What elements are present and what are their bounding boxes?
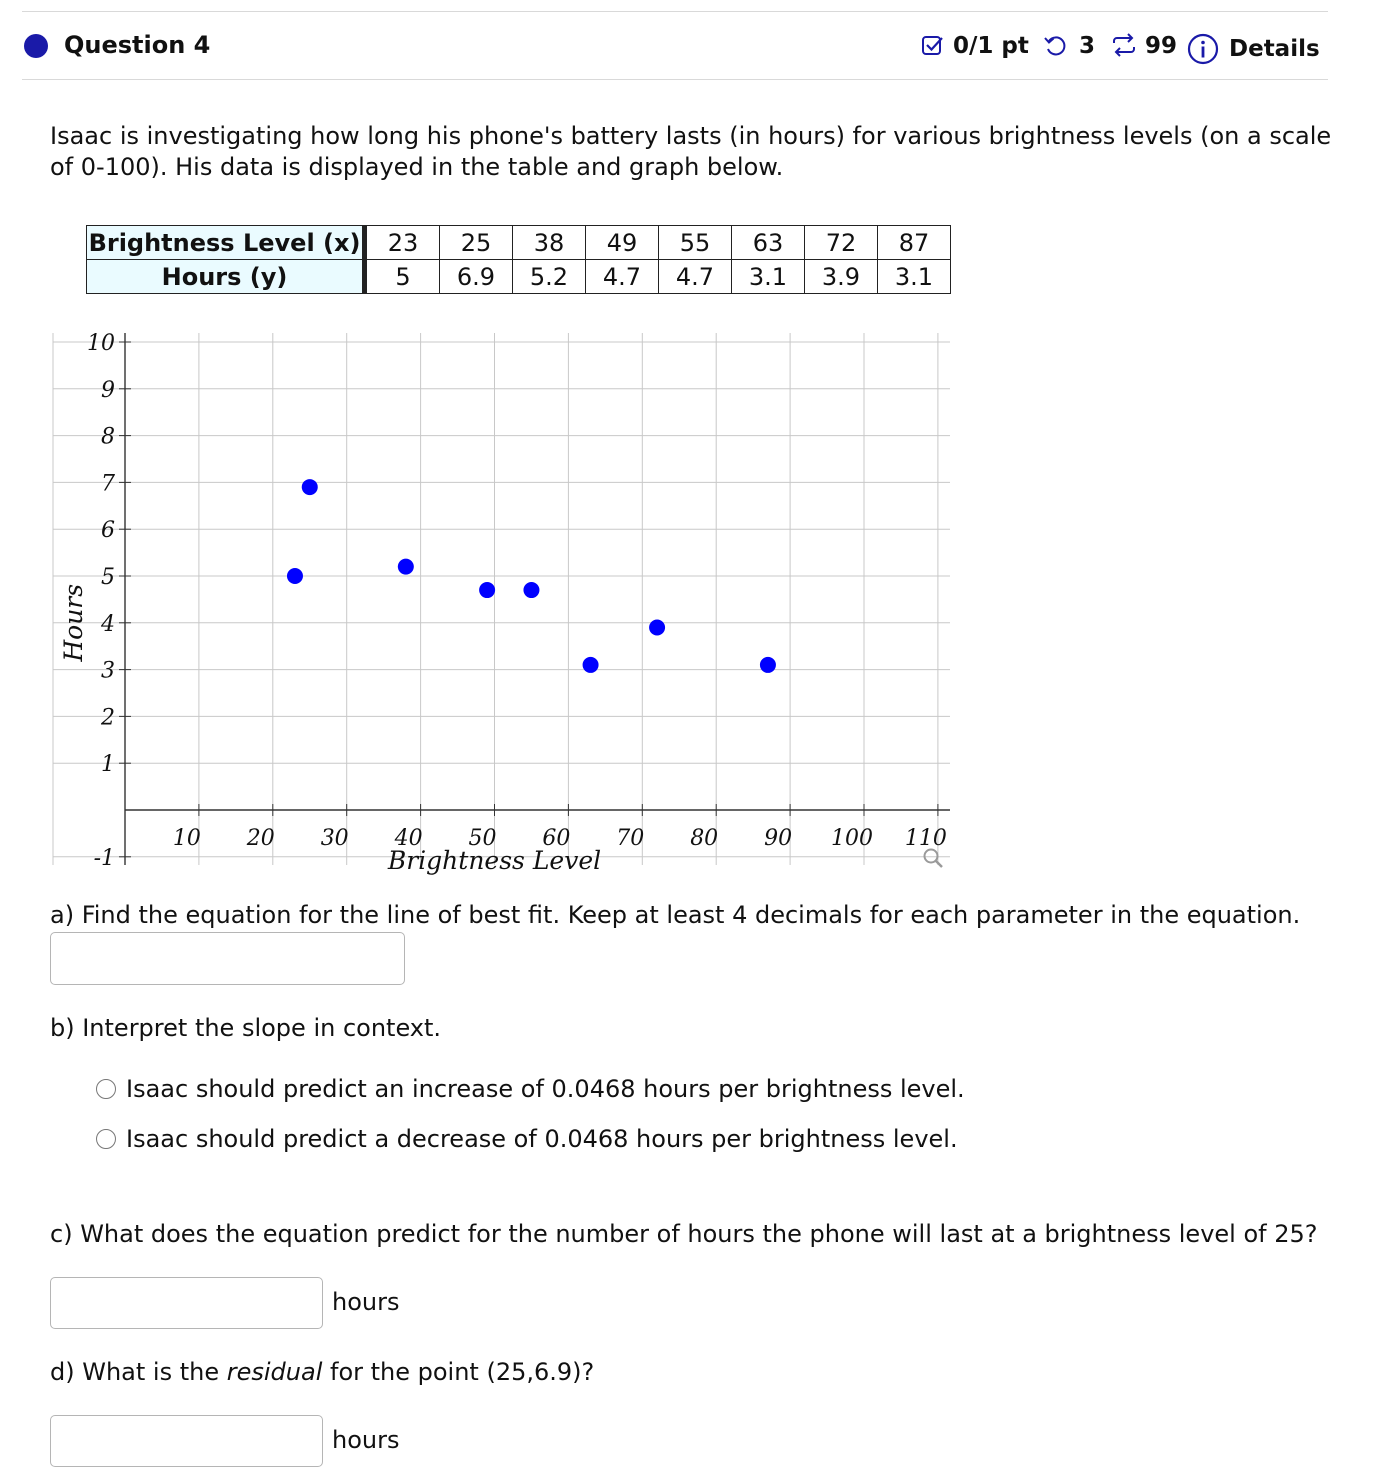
x-tick-label: 110: [904, 826, 947, 851]
part-d-prompt-end: for the point (25,6.9)?: [322, 1358, 595, 1386]
slope-option-decrease[interactable]: [96, 1125, 958, 1153]
table-row-x: [87, 226, 951, 260]
y-axis-title: Hours: [59, 583, 88, 662]
data-point: [760, 657, 776, 673]
table-cell: 23: [365, 226, 440, 260]
table-cell: 25: [440, 226, 513, 260]
option-label: Isaac should predict a decrease of 0.0468 hours per brightness level.: [126, 1125, 958, 1153]
table-header-y: Hours (y): [87, 260, 365, 294]
table-cell: 3.1: [878, 260, 951, 294]
y-tick-label: 7: [101, 471, 115, 497]
table-cell: 38: [513, 226, 586, 260]
header-divider: [22, 79, 1328, 80]
x-tick-label: 30: [320, 826, 349, 851]
x-tick-label: 80: [690, 826, 719, 851]
y-tick-label: 4: [101, 611, 115, 637]
graph-grid: [53, 333, 950, 865]
table-row-y: [87, 260, 951, 294]
question-status-dot: [24, 34, 48, 58]
y-tick-label: 5: [101, 565, 115, 590]
data-point: [287, 568, 303, 584]
table-cell: 55: [659, 226, 732, 260]
part-d-prompt-emphasis: residual: [226, 1358, 323, 1386]
equation-input[interactable]: [50, 932, 405, 985]
y-tick-label: 2: [101, 705, 115, 731]
graph-labels: [59, 331, 947, 875]
radio-button[interactable]: [96, 1079, 116, 1099]
table-cell: 5.2: [513, 260, 586, 294]
score-indicator: [921, 33, 1029, 59]
score-text: 0/1 pt: [953, 33, 1029, 59]
table-cell: 6.9: [440, 260, 513, 294]
data-point: [398, 559, 414, 575]
y-tick-label: 1: [101, 752, 115, 778]
prediction-unit: hours: [332, 1288, 400, 1316]
y-tick-label: 6: [101, 518, 115, 544]
residual-input[interactable]: [50, 1415, 323, 1467]
y-tick-label: 8: [101, 424, 115, 450]
repeat-icon: [1110, 33, 1138, 59]
checkbox-icon: [921, 34, 945, 58]
part-b-prompt: b) Interpret the slope in context.: [50, 1014, 442, 1042]
x-tick-label: 90: [764, 826, 793, 851]
prediction-input[interactable]: [50, 1277, 323, 1329]
x-axis-title: Brightness Level: [387, 846, 602, 875]
residual-unit: hours: [332, 1426, 400, 1454]
x-tick-label: 50: [468, 826, 497, 851]
details-button[interactable]: [1187, 33, 1320, 65]
table-cell: 4.7: [659, 260, 732, 294]
table-header-x: Brightness Level (x): [87, 226, 365, 260]
y-tick-label: 3: [101, 658, 115, 684]
attempts-indicator: [1110, 33, 1177, 59]
info-icon: [1187, 33, 1219, 65]
data-point: [583, 657, 599, 673]
radio-button[interactable]: [96, 1129, 116, 1149]
data-point: [479, 582, 495, 598]
data-point: [302, 479, 318, 495]
part-d-prompt-start: d) What is the: [50, 1358, 227, 1386]
data-table: [86, 225, 951, 294]
part-a-prompt: a) Find the equation for the line of best fit. Keep at least 4 decimals for each parameter in the equation.: [50, 901, 1301, 929]
x-tick-label: 100: [831, 826, 873, 851]
table-cell: 3.9: [805, 260, 878, 294]
zoom-icon[interactable]: [925, 850, 943, 868]
part-c-prompt: c) What does the equation predict for the number of hours the phone will last at a brightness level of 25?: [50, 1220, 1318, 1248]
x-tick-label: 70: [616, 826, 645, 851]
retries-indicator: [1043, 33, 1095, 59]
data-point: [649, 619, 665, 635]
y-tick-label: 9: [101, 377, 115, 403]
slope-option-increase[interactable]: [96, 1075, 965, 1103]
undo-icon: [1043, 34, 1069, 58]
graph-axes: [119, 333, 950, 865]
x-tick-label: 20: [246, 826, 275, 851]
details-label: Details: [1229, 36, 1320, 62]
question-intro: Isaac is investigating how long his phone's battery lasts (in hours) for various brightness levels (on a scale of 0-100). His data is displayed in the table and graph below.: [50, 122, 1332, 181]
table-cell: 4.7: [586, 260, 659, 294]
top-divider: [22, 11, 1328, 12]
x-tick-label: 40: [394, 826, 423, 851]
x-tick-label: 60: [542, 826, 571, 851]
y-tick-label: -1: [93, 845, 115, 871]
option-label: Isaac should predict an increase of 0.0468 hours per brightness level.: [126, 1075, 965, 1103]
question-title: Question 4: [64, 31, 211, 59]
table-cell: 72: [805, 226, 878, 260]
table-cell: 3.1: [732, 260, 805, 294]
scatter-graph: [48, 330, 958, 880]
attempts-count: 99: [1145, 33, 1178, 59]
x-tick-label: 10: [172, 826, 201, 851]
part-d-prompt: [50, 1358, 594, 1386]
retries-count: 3: [1079, 33, 1096, 59]
table-cell: 87: [878, 226, 951, 260]
table-cell: 63: [732, 226, 805, 260]
table-cell: 5: [365, 260, 440, 294]
data-point: [523, 582, 539, 598]
y-tick-label: 10: [87, 331, 115, 356]
table-cell: 49: [586, 226, 659, 260]
